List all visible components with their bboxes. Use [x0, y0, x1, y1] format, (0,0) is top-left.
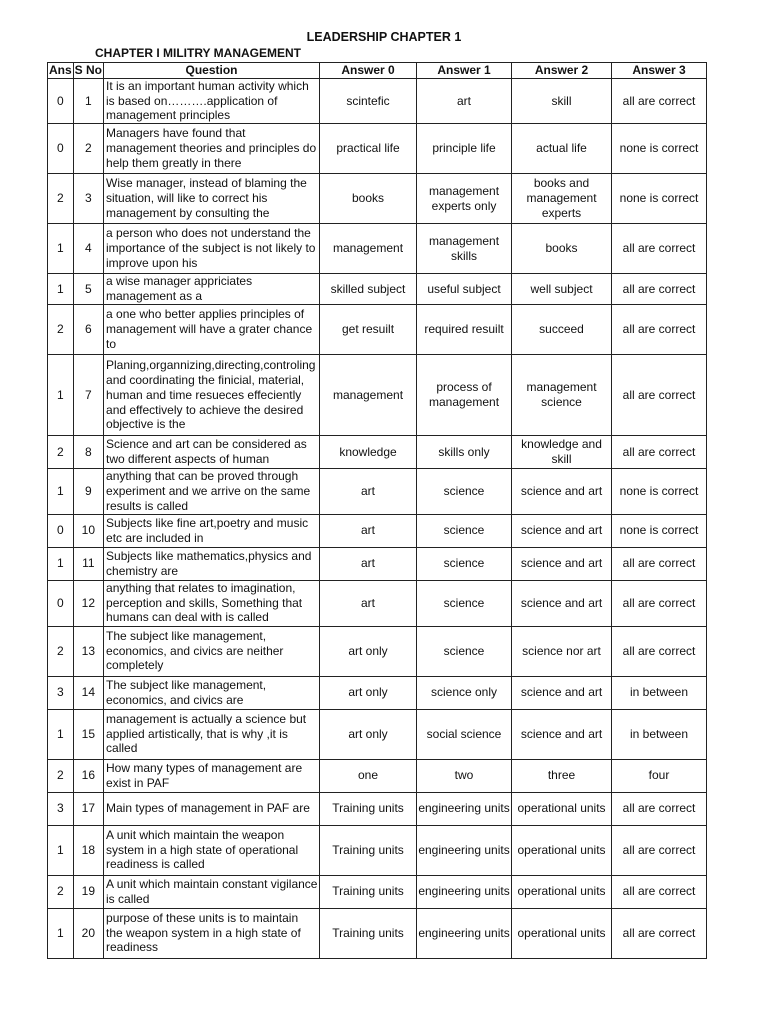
table-row — [48, 224, 707, 274]
row-answer-2: science and art — [512, 580, 612, 626]
row-answer-1: principle life — [417, 124, 512, 174]
table-row — [48, 580, 707, 626]
row-answer-3: all are correct — [612, 908, 707, 958]
row-answer-0: Training units — [320, 908, 417, 958]
row-serial-number: 9 — [73, 469, 103, 514]
row-answer-3: all are correct — [612, 825, 707, 875]
row-answer-0: art — [320, 580, 417, 626]
row-question: a person who does not understand the importance of the subject is not likely to improve upon his — [104, 224, 320, 274]
row-answer-3: all are correct — [612, 224, 707, 274]
row-question: It is an important human activity which is based on……….application of management principles — [104, 78, 320, 123]
row-serial-number: 13 — [73, 626, 103, 676]
row-answer-1: process of management — [417, 355, 512, 436]
row-answer-0: Training units — [320, 875, 417, 908]
row-question: Subjects like mathematics,physics and chemistry are — [104, 547, 320, 580]
table-row — [48, 825, 707, 875]
row-answer-2: three — [512, 759, 612, 792]
row-answer-0: art only — [320, 709, 417, 759]
row-answer-3: none is correct — [612, 124, 707, 174]
row-answer-2: knowledge and skill — [512, 436, 612, 469]
row-answer-2: skill — [512, 78, 612, 123]
col-header-sno: S No — [74, 63, 103, 77]
table-row — [48, 174, 707, 224]
row-serial-number: 4 — [73, 224, 103, 274]
table-row — [48, 547, 707, 580]
row-serial-number: 14 — [73, 676, 103, 709]
chapter-subtitle: CHAPTER I MILITRY MANAGEMENT — [95, 46, 301, 60]
row-answer-3: all are correct — [612, 436, 707, 469]
row-answer-key: 0 — [48, 580, 74, 626]
row-answer-3: all are correct — [612, 580, 707, 626]
row-answer-1: art — [417, 78, 512, 123]
row-answer-0: art — [320, 547, 417, 580]
table-row — [48, 305, 707, 355]
row-answer-3: all are correct — [612, 547, 707, 580]
row-answer-0: get resuilt — [320, 305, 417, 355]
row-answer-2: operational units — [512, 875, 612, 908]
row-question: a one who better applies principles of management will have a grater chance to — [104, 305, 320, 355]
col-header-question: Question — [104, 63, 320, 79]
row-answer-3: none is correct — [612, 514, 707, 547]
row-answer-0: Training units — [320, 792, 417, 825]
row-answer-1: skills only — [417, 436, 512, 469]
row-answer-2: management science — [512, 355, 612, 436]
table-row — [48, 78, 707, 123]
row-answer-3: all are correct — [612, 355, 707, 436]
row-answer-key: 1 — [48, 224, 74, 274]
row-answer-2: operational units — [512, 908, 612, 958]
table-header-row — [48, 63, 707, 79]
row-answer-1: engineering units — [417, 875, 512, 908]
row-answer-0: one — [320, 759, 417, 792]
table-body — [48, 78, 707, 958]
row-question: Main types of management in PAF are — [104, 792, 320, 825]
row-answer-1: science — [417, 626, 512, 676]
row-answer-2: actual life — [512, 124, 612, 174]
row-serial-number: 17 — [73, 792, 103, 825]
table-row — [48, 124, 707, 174]
col-header-answer-2: Answer 2 — [512, 63, 612, 79]
row-answer-2: science and art — [512, 469, 612, 514]
row-answer-3: none is correct — [612, 174, 707, 224]
row-answer-1: science — [417, 514, 512, 547]
row-question: purpose of these units is to maintain the weapon system in a high state of readiness — [104, 908, 320, 958]
row-question: Planing,organnizing,directing,controling and coordinating the finicial, material, human and time resueces effeciently and effectively to achieve the desired objective is the — [104, 355, 320, 436]
row-serial-number: 2 — [73, 124, 103, 174]
row-answer-2: science and art — [512, 676, 612, 709]
row-answer-2: well subject — [512, 274, 612, 305]
row-answer-1: engineering units — [417, 825, 512, 875]
row-answer-key: 2 — [48, 436, 74, 469]
table-row — [48, 792, 707, 825]
row-answer-1: engineering units — [417, 908, 512, 958]
row-answer-1: two — [417, 759, 512, 792]
row-answer-0: skilled subject — [320, 274, 417, 305]
row-answer-key: 2 — [48, 626, 74, 676]
row-answer-0: art — [320, 514, 417, 547]
row-answer-0: Training units — [320, 825, 417, 875]
row-question: The subject like management, economics, and civics are — [104, 676, 320, 709]
row-answer-2: books and management experts — [512, 174, 612, 224]
table-row — [48, 759, 707, 792]
table-row — [48, 469, 707, 514]
row-serial-number: 18 — [73, 825, 103, 875]
row-answer-key: 2 — [48, 305, 74, 355]
row-answer-key: 2 — [48, 875, 74, 908]
table-row — [48, 709, 707, 759]
row-answer-2: science and art — [512, 709, 612, 759]
row-answer-key: 2 — [48, 759, 74, 792]
row-serial-number: 19 — [73, 875, 103, 908]
row-question: A unit which maintain the weapon system in a high state of operational readiness is called — [104, 825, 320, 875]
row-answer-2: succeed — [512, 305, 612, 355]
row-answer-2: science and art — [512, 547, 612, 580]
row-serial-number: 12 — [73, 580, 103, 626]
row-answer-0: practical life — [320, 124, 417, 174]
row-answer-1: useful subject — [417, 274, 512, 305]
table-row — [48, 676, 707, 709]
row-answer-key: 1 — [48, 709, 74, 759]
row-answer-1: science — [417, 547, 512, 580]
row-answer-key: 0 — [48, 124, 74, 174]
row-answer-key: 0 — [48, 78, 74, 123]
row-question: Wise manager, instead of blaming the situation, will like to correct his management by consulting the — [104, 174, 320, 224]
row-answer-key: 3 — [48, 676, 74, 709]
table-row — [48, 514, 707, 547]
row-serial-number: 11 — [73, 547, 103, 580]
row-question: A unit which maintain constant vigilance is called — [104, 875, 320, 908]
row-answer-key: 1 — [48, 825, 74, 875]
row-answer-3: all are correct — [612, 78, 707, 123]
row-answer-3: all are correct — [612, 626, 707, 676]
row-serial-number: 5 — [73, 274, 103, 305]
row-answer-0: management — [320, 224, 417, 274]
row-answer-key: 1 — [48, 355, 74, 436]
row-serial-number: 3 — [73, 174, 103, 224]
row-answer-key: 1 — [48, 274, 74, 305]
row-question: Subjects like fine art,poetry and music etc are included in — [104, 514, 320, 547]
col-header-answer-3: Answer 3 — [612, 63, 707, 79]
row-answer-0: art — [320, 469, 417, 514]
table-row — [48, 436, 707, 469]
row-answer-3: all are correct — [612, 274, 707, 305]
row-answer-1: management skills — [417, 224, 512, 274]
col-header-ans: Ans — [49, 63, 72, 77]
row-answer-key: 0 — [48, 514, 74, 547]
row-answer-key: 3 — [48, 792, 74, 825]
row-answer-0: art only — [320, 626, 417, 676]
row-question: How many types of management are exist in PAF — [104, 759, 320, 792]
row-answer-key: 1 — [48, 547, 74, 580]
row-answer-3: all are correct — [612, 875, 707, 908]
table-row — [48, 274, 707, 305]
row-serial-number: 8 — [73, 436, 103, 469]
row-answer-0: art only — [320, 676, 417, 709]
col-header-answer-0: Answer 0 — [320, 63, 417, 79]
row-answer-key: 1 — [48, 469, 74, 514]
row-answer-3: in between — [612, 676, 707, 709]
row-answer-3: all are correct — [612, 792, 707, 825]
row-answer-0: knowledge — [320, 436, 417, 469]
row-answer-1: management experts only — [417, 174, 512, 224]
row-question: anything that can be proved through experiment and we arrive on the same results is called — [104, 469, 320, 514]
row-answer-0: scintefic — [320, 78, 417, 123]
row-serial-number: 10 — [73, 514, 103, 547]
row-question: The subject like management, economics, and civics are neither completely — [104, 626, 320, 676]
page-title: LEADERSHIP CHAPTER 1 — [306, 30, 462, 44]
row-answer-1: science — [417, 469, 512, 514]
row-answer-1: science only — [417, 676, 512, 709]
table-row — [48, 875, 707, 908]
question-table — [47, 62, 707, 959]
row-serial-number: 15 — [73, 709, 103, 759]
row-answer-key: 2 — [48, 174, 74, 224]
row-answer-1: science — [417, 580, 512, 626]
row-answer-0: management — [320, 355, 417, 436]
table-row — [48, 908, 707, 958]
row-answer-3: all are correct — [612, 305, 707, 355]
row-answer-1: engineering units — [417, 792, 512, 825]
row-question: a wise manager appriciates management as a — [104, 274, 320, 305]
row-answer-1: required resuilt — [417, 305, 512, 355]
row-answer-2: books — [512, 224, 612, 274]
row-answer-0: books — [320, 174, 417, 224]
row-serial-number: 6 — [73, 305, 103, 355]
row-serial-number: 20 — [73, 908, 103, 958]
row-answer-2: science and art — [512, 514, 612, 547]
row-serial-number: 1 — [73, 78, 103, 123]
table-row — [48, 626, 707, 676]
row-serial-number: 16 — [73, 759, 103, 792]
row-answer-2: operational units — [512, 825, 612, 875]
row-question: Managers have found that management theories and principles do help them greatly in there — [104, 124, 320, 174]
table-row — [48, 355, 707, 436]
row-answer-2: operational units — [512, 792, 612, 825]
row-answer-2: science nor art — [512, 626, 612, 676]
row-answer-key: 1 — [48, 908, 74, 958]
row-question: Science and art can be considered as two different aspects of human — [104, 436, 320, 469]
row-answer-3: four — [612, 759, 707, 792]
row-question: anything that relates to imagination, perception and skills, Something that humans can deal with is called — [104, 580, 320, 626]
row-answer-3: in between — [612, 709, 707, 759]
row-question: management is actually a science but applied artistically, that is why ,it is called — [104, 709, 320, 759]
row-answer-1: social science — [417, 709, 512, 759]
row-serial-number: 7 — [73, 355, 103, 436]
row-answer-3: none is correct — [612, 469, 707, 514]
col-header-answer-1: Answer 1 — [417, 63, 512, 79]
